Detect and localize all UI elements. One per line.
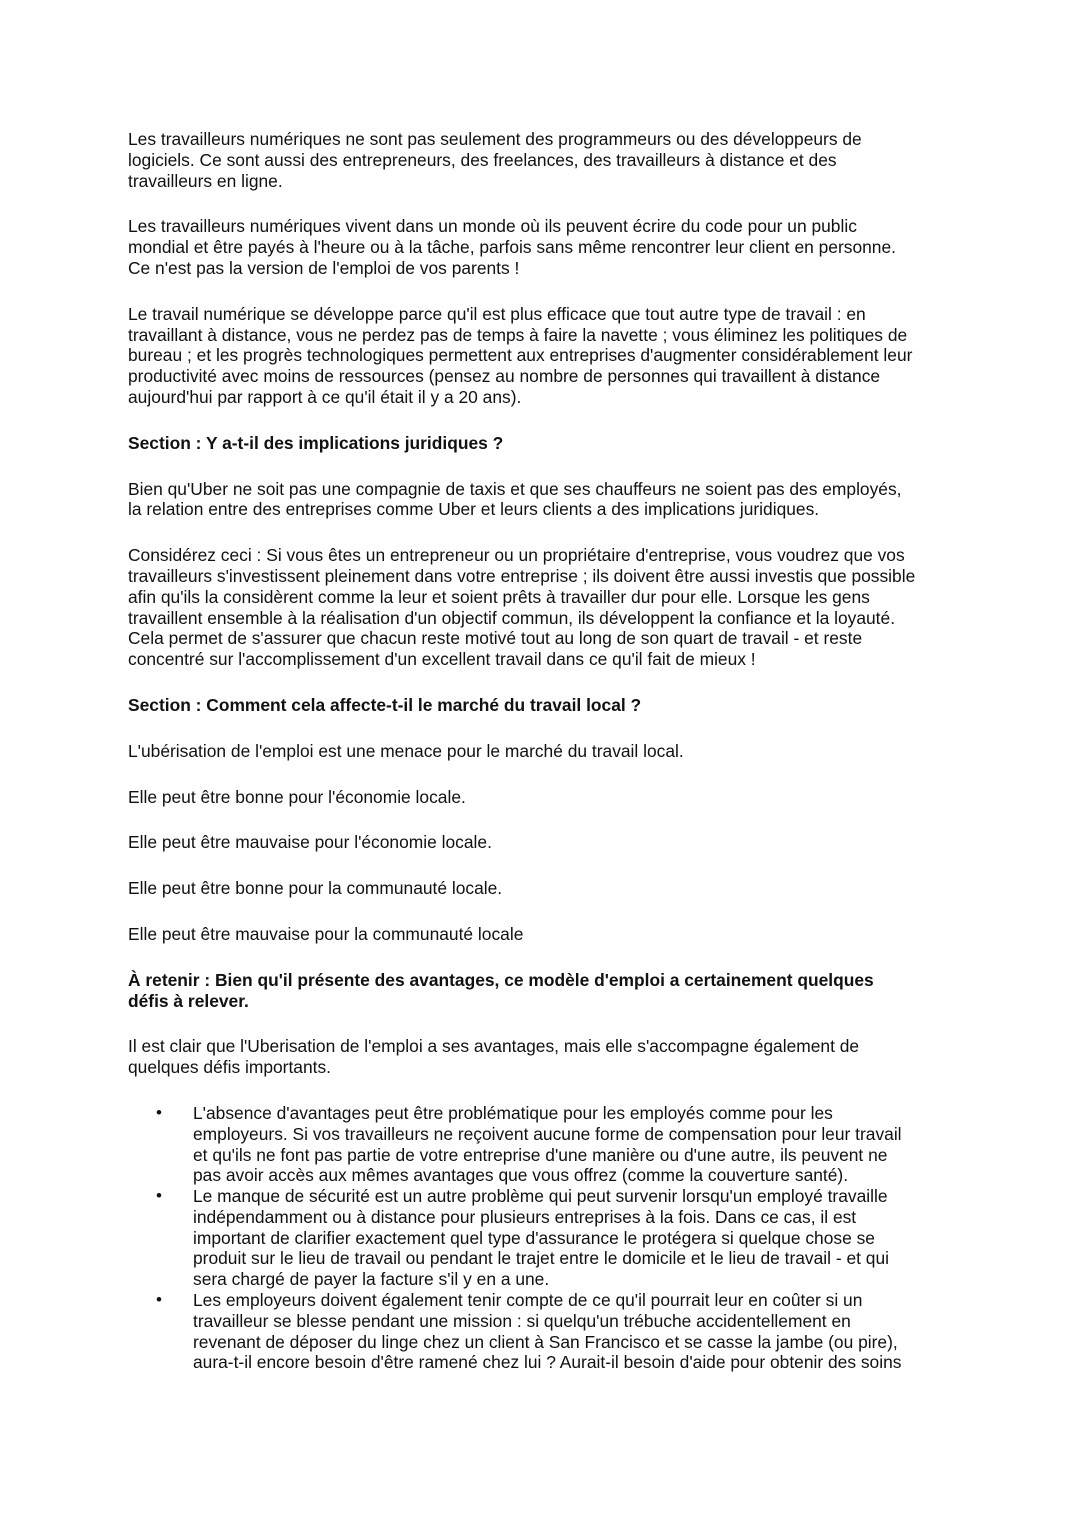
- bullet-icon: •: [156, 1186, 162, 1206]
- bullet-item: [128, 1290, 958, 1373]
- text-line: concentré sur l'accomplissement d'un excellent travail dans ce qu'il fait de mieux !: [128, 649, 756, 670]
- text-line: Le travail numérique se développe parce qu'il est plus efficace que tout autre type de travail : en: [128, 303, 866, 324]
- paragraph: [128, 545, 958, 670]
- paragraph: [128, 479, 958, 521]
- text-line: travailleurs en ligne.: [128, 170, 283, 191]
- text-line: Considérez ceci : Si vous êtes un entrepreneur ou un propriétaire d'entreprise, vous voudrez que vos: [128, 545, 905, 566]
- text-line: travailleur se blesse pendant une mission : si quelqu'un trébuche accidentellement en: [193, 1310, 851, 1331]
- text-line: et qu'ils ne font pas partie de votre entreprise d'une manière ou d'une autre, ils peuvent ne: [193, 1144, 888, 1165]
- text-line: revenant de déposer du linge chez un client à San Francisco et se casse la jambe (ou pire),: [193, 1331, 898, 1352]
- text-line: travaillant à distance, vous ne perdez pas de temps à faire la navette ; vous éliminez les politiques de: [128, 324, 908, 345]
- bullet-icon: •: [156, 1102, 162, 1122]
- text-line: travailleurs s'investissent pleinement dans votre entreprise ; ils doivent être aussi investis que possible: [128, 565, 916, 586]
- bullet-icon: •: [156, 1290, 162, 1310]
- paragraph: [128, 924, 958, 945]
- bullet-item: [128, 1103, 958, 1186]
- text-line: produit sur le lieu de travail ou pendant le trajet entre le domicile et le lieu de travail - et qui: [193, 1248, 890, 1269]
- paragraph: [128, 129, 958, 191]
- paragraph: [128, 832, 958, 853]
- text-line: aujourd'hui par rapport à ce qu'il était il y a 20 ans).: [128, 386, 522, 407]
- bullet-item: [128, 1186, 958, 1290]
- text-line: la relation entre des entreprises comme Uber et leurs clients a des implications juridiques.: [128, 499, 820, 520]
- text-line: Elle peut être mauvaise pour la communauté locale: [128, 923, 524, 944]
- text-line: Les travailleurs numériques ne sont pas seulement des programmeurs ou des développeurs de: [128, 129, 862, 149]
- text-line: logiciels. Ce sont aussi des entrepreneurs, des freelances, des travailleurs à distance et des: [128, 149, 837, 170]
- bullet-list: [128, 1103, 958, 1373]
- text-line: mondial et être payés à l'heure ou à la tâche, parfois sans même rencontrer leur client en personne.: [128, 237, 896, 258]
- document-body: [128, 129, 958, 1078]
- document-page: [128, 129, 958, 1373]
- section-heading: [128, 970, 958, 1012]
- text-line: Ce n'est pas la version de l'emploi de vos parents !: [128, 257, 520, 278]
- text-line: Le manque de sécurité est un autre problème qui peut survenir lorsqu'un employé travaille: [193, 1186, 888, 1207]
- text-line: bureau ; et les progrès technologiques permettent aux entreprises d'augmenter considérablement leur: [128, 345, 913, 366]
- text-line: Il est clair que l'Uberisation de l'emploi a ses avantages, mais elle s'accompagne également de: [128, 1036, 860, 1057]
- text-line: quelques défis importants.: [128, 1057, 332, 1078]
- text-line: pas avoir accès aux mêmes avantages que vous offrez (comme la couverture santé).: [193, 1165, 849, 1186]
- text-line: afin qu'ils la considèrent comme la leur et soient prêts à travailler dur pour elle. Lorsque les gens: [128, 586, 870, 607]
- paragraph: [128, 741, 958, 762]
- text-line: travaillent ensemble à la réalisation d'un objectif commun, ils développent la confiance et la loyauté.: [128, 607, 896, 628]
- text-line: défis à relever.: [128, 990, 249, 1011]
- text-line: indépendamment ou à distance pour plusieurs entreprises à la fois. Dans ce cas, il est: [193, 1206, 857, 1227]
- text-line: Section : Y a-t-il des implications juridiques ?: [128, 432, 504, 453]
- text-line: productivité avec moins de ressources (pensez au nombre de personnes qui travaillent à distance: [128, 366, 881, 387]
- paragraph: [128, 878, 958, 899]
- paragraph: [128, 304, 958, 408]
- text-line: À retenir : Bien qu'il présente des avantages, ce modèle d'emploi a certainement quelques: [128, 969, 874, 990]
- section-heading: [128, 695, 958, 716]
- paragraph: [128, 787, 958, 808]
- text-line: aura-t-il encore besoin d'être ramené chez lui ? Aurait-il besoin d'aide pour obtenir des soins: [193, 1352, 902, 1373]
- text-line: Elle peut être mauvaise pour l'économie locale.: [128, 832, 492, 853]
- paragraph: [128, 216, 958, 278]
- text-line: Bien qu'Uber ne soit pas une compagnie de taxis et que ses chauffeurs ne soient pas des employés,: [128, 478, 902, 499]
- paragraph: [128, 1036, 958, 1078]
- section-heading: [128, 433, 958, 454]
- text-line: L'absence d'avantages peut être problématique pour les employés comme pour les: [193, 1102, 833, 1123]
- text-line: Cela permet de s'assurer que chacun reste motivé tout au long de son quart de travail - et reste: [128, 628, 863, 649]
- text-line: employeurs. Si vos travailleurs ne reçoivent aucune forme de compensation pour leur travail: [193, 1123, 902, 1144]
- text-line: Section : Comment cela affecte-t-il le marché du travail local ?: [128, 694, 642, 715]
- text-line: Elle peut être bonne pour la communauté locale.: [128, 878, 503, 899]
- text-line: Elle peut être bonne pour l'économie locale.: [128, 786, 466, 807]
- text-line: Les employeurs doivent également tenir compte de ce qu'il pourrait leur en coûter si un: [193, 1290, 863, 1311]
- text-line: sera chargé de payer la facture s'il y en a une.: [193, 1269, 550, 1290]
- text-line: Les travailleurs numériques vivent dans un monde où ils peuvent écrire du code pour un public: [128, 216, 857, 237]
- text-line: important de clarifier exactement quel type d'assurance le protégera si quelque chose se: [193, 1227, 875, 1248]
- text-line: L'ubérisation de l'emploi est une menace pour le marché du travail local.: [128, 740, 684, 761]
